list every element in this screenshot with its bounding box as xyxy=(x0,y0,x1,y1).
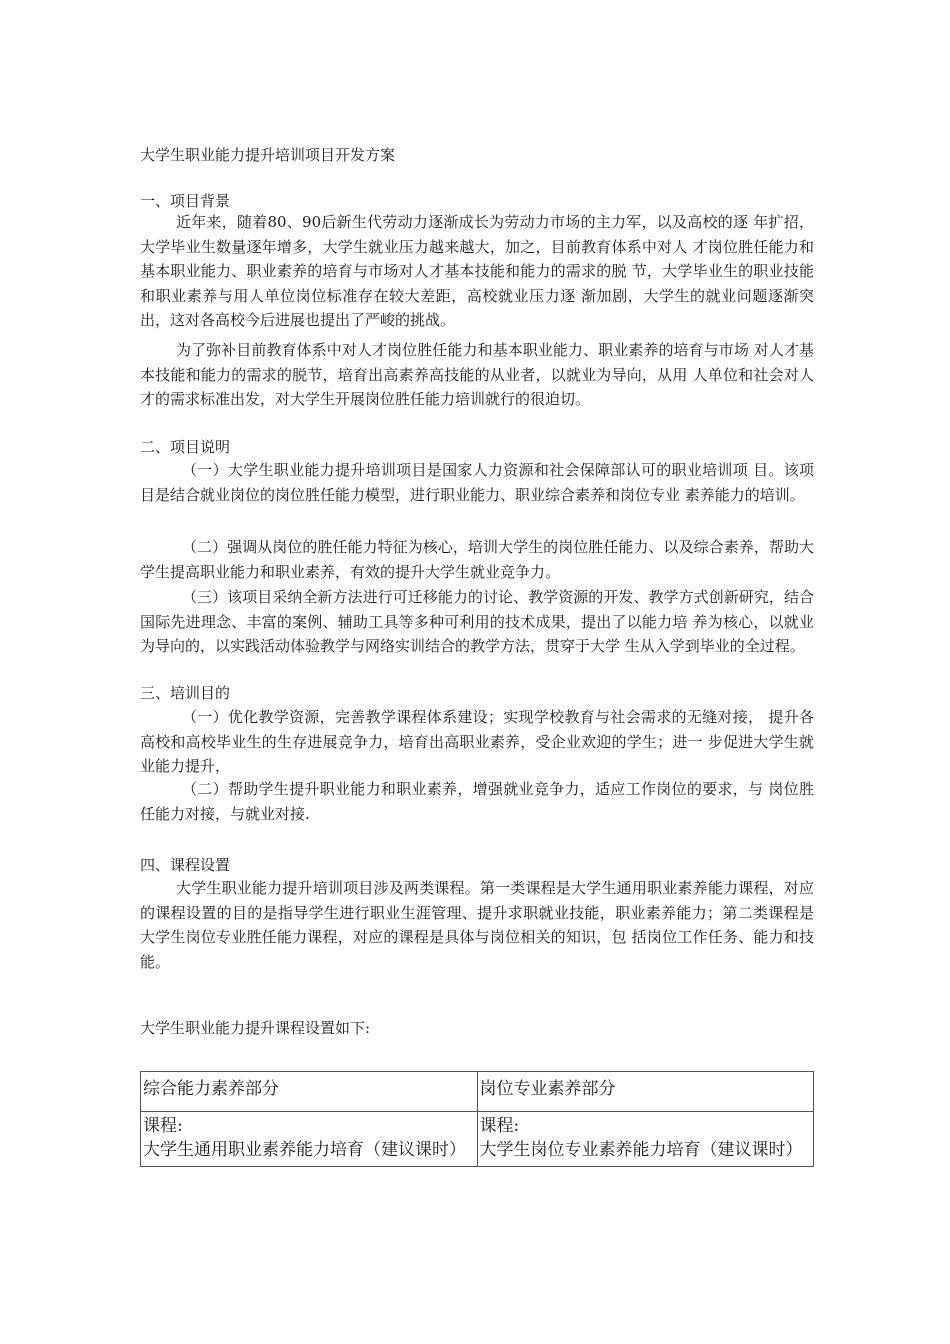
table-cell xyxy=(141,1112,478,1167)
table-header-row xyxy=(141,1072,814,1112)
table-row xyxy=(141,1112,814,1167)
table-cell xyxy=(477,1112,814,1167)
document-title: 大学生职业能力提升培训项目开发方案 xyxy=(140,146,396,164)
cell-value: 大学生岗位专业素养能力培育（建议课时） xyxy=(479,1140,803,1160)
paragraph-courses-1: 大学生职业能力提升培训项目涉及两类课程。第一类课程是大学生通用职业素养能力课程，对应的课程设置的目的是指导学生进行职业生涯管理、提升求职就业技能，职业素养能力；第二类课程是大学生岗位专业胜任能力课程，对应的课程是具体与岗位相关的知识，包 括岗位工作任务、能力和技能。 xyxy=(140,879,814,971)
table-header-cell: 岗位专业素养部分 xyxy=(477,1072,814,1112)
section-heading-purpose: 三、培训目的 xyxy=(140,684,231,702)
paragraph-purpose-1: （一）优化教学资源，完善教学课程体系建设；实现学校教育与社会需求的无缝对接， 提升各高校和高校毕业生的生存进展竞争力，培育出高职业素养，受企业欢迎的学生；进一 步促进大学生就业能力提升， xyxy=(140,708,814,775)
course-table xyxy=(140,1071,814,1167)
paragraph-description-1: （一）大学生职业能力提升培训项目是国家人力资源和社会保障部认可的职业培训项 目。该项目是结合就业岗位的岗位胜任能力模型，进行职业能力、职业综合素养和岗位专业 素养能力的培训。 xyxy=(140,461,814,504)
paragraph-description-2: （二）强调从岗位的胜任能力特征为核心，培训大学生的岗位胜任能力、以及综合素养，帮助大学生提高职业能力和职业素养，有效的提升大学生就业竞争力。 xyxy=(140,538,814,581)
paragraph-background-2: 为了弥补目前教育体系中对人才岗位胜任能力和基本职业能力、职业素养的培育与市场 对人才基本技能和能力的需求的脱节，培育出高素养高技能的从业者，以就业为导向，从用 人单位和社会对人才的需求标准出发，对大学生开展岗位胜任能力培训就行的很迫切。 xyxy=(140,341,814,408)
cell-value: 大学生通用职业素养能力培育（建议课时） xyxy=(143,1140,466,1160)
table-caption: 大学生职业能力提升课程设置如下: xyxy=(140,1019,371,1037)
section-heading-courses: 四、课程设置 xyxy=(140,856,231,874)
paragraph-purpose-2: （二）帮助学生提升职业能力和职业素养，增强就业竞争力，适应工作岗位的要求，与 岗位胜任能力对接，与就业对接. xyxy=(140,780,814,823)
cell-label: 课程: xyxy=(479,1116,520,1136)
paragraph-background-1: 近年来，随着80、90后新生代劳动力逐渐成长为劳动力市场的主力军，以及高校的逐 年扩招，大学毕业生数量逐年增多，大学生就业压力越来越大，加之，目前教育体系中对人 才岗位胜任能力和基本职业能力、职业素养的培育与市场对人才基本技能和能力的需求的脱 节，大学毕业生的职业技能和职业素养与用人单位岗位标准存在较大差距，高校就业压力逐 渐加剧，大学生的就业问题逐渐突出，这对各高校今后进展也提出了严峻的挑战。 xyxy=(140,213,814,329)
section-heading-background: 一、项目背景 xyxy=(140,192,231,210)
paragraph-description-3: （三）该项目采纳全新方法进行可迁移能力的讨论、教学资源的开发、教学方式创新研究，结合国际先进理念、丰富的案例、辅助工具等多种可利用的技术成果，提出了以能力培 养为核心，以就业为导向的，以实践活动体验教学与网络实训结合的教学方法，贯穿于大学 生从入学到毕业的全过程。 xyxy=(140,588,814,655)
table-header-cell: 综合能力素养部分 xyxy=(141,1072,478,1112)
section-heading-description: 二、项目说明 xyxy=(140,438,231,456)
cell-label: 课程: xyxy=(143,1116,183,1136)
